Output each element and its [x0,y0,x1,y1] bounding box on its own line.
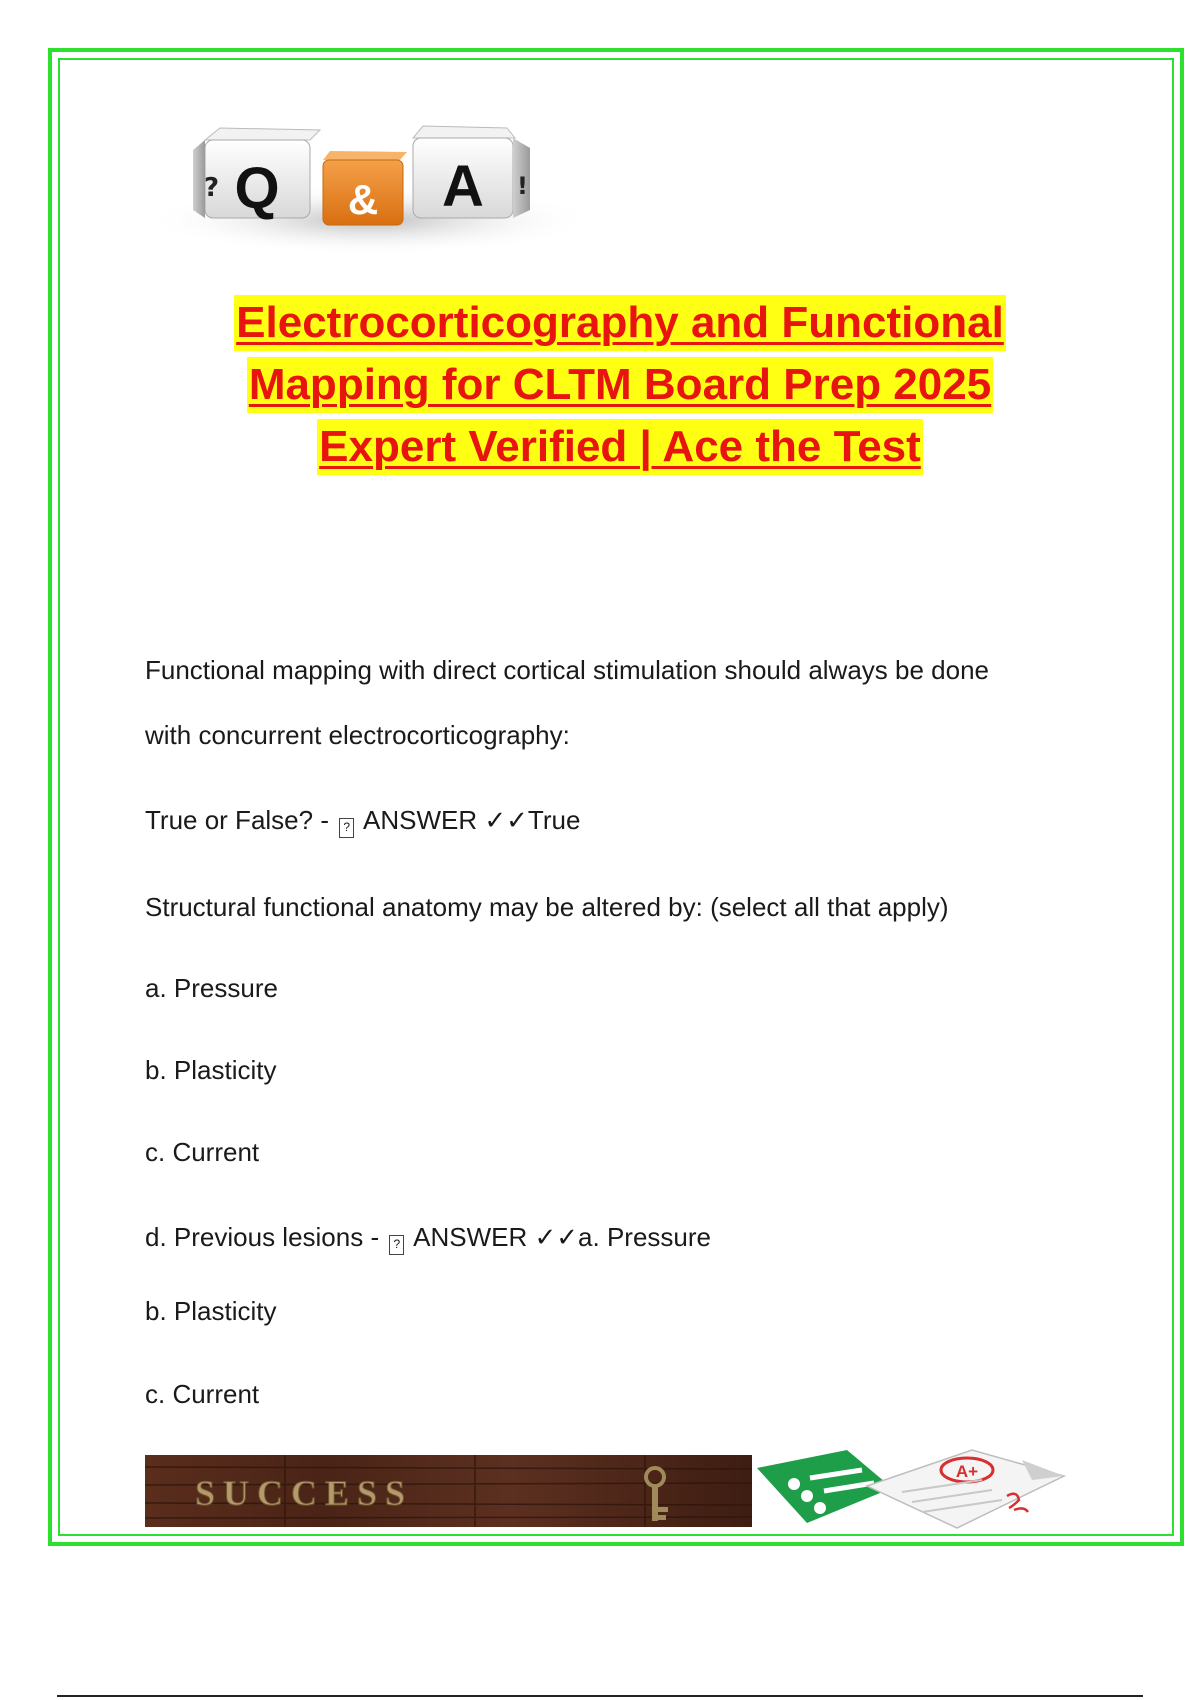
question-1-answer-text: ANSWER ✓✓True [363,805,581,835]
graded-paper-icon [752,1448,1072,1533]
ampersand-die [323,151,407,225]
svg-text:?: ? [204,173,220,203]
answer-b: b. Plasticity [145,1296,277,1326]
question-2-answer-text: ANSWER ✓✓a. Pressure [413,1222,711,1252]
grade-text: A+ [955,1462,979,1481]
option-a: a. Pressure [145,973,278,1003]
title-line-3: Expert Verified | Ace the Test [317,419,923,475]
answer-marker-icon: ? [339,818,354,838]
answer-marker-icon: ? [389,1235,404,1255]
qa-dice-icon [145,90,595,265]
footer-rule [57,1695,1143,1697]
question-1-line-1: Functional mapping with direct cortical stimulation should always be done [145,655,989,685]
title-line-1: Electrocorticography and Functional [234,295,1006,351]
a-letter: A [442,154,484,219]
title-line-2: Mapping for CLTM Board Prep 2025 [247,357,993,413]
q-die [193,128,320,221]
question-1-prompt: True or False? - [145,805,337,835]
option-b: b. Plasticity [145,1055,277,1085]
answer-c: c. Current [145,1379,260,1409]
svg-text:!: ! [517,172,528,200]
ampersand-letter: & [347,176,379,223]
question-1-answer [145,805,580,838]
success-text: SUCCESS [195,1473,414,1513]
option-c: c. Current [145,1137,260,1167]
a-die [413,126,530,219]
option-d: d. Previous lesions - [145,1222,387,1252]
question-1-line-2: with concurrent electrocorticography: [145,720,570,750]
q-letter: Q [234,156,280,221]
question-2: Structural functional anatomy may be altered by: (select all that apply) [145,892,949,922]
success-banner [145,1455,752,1527]
option-d-with-answer [145,1222,711,1255]
document-title [150,292,1090,478]
